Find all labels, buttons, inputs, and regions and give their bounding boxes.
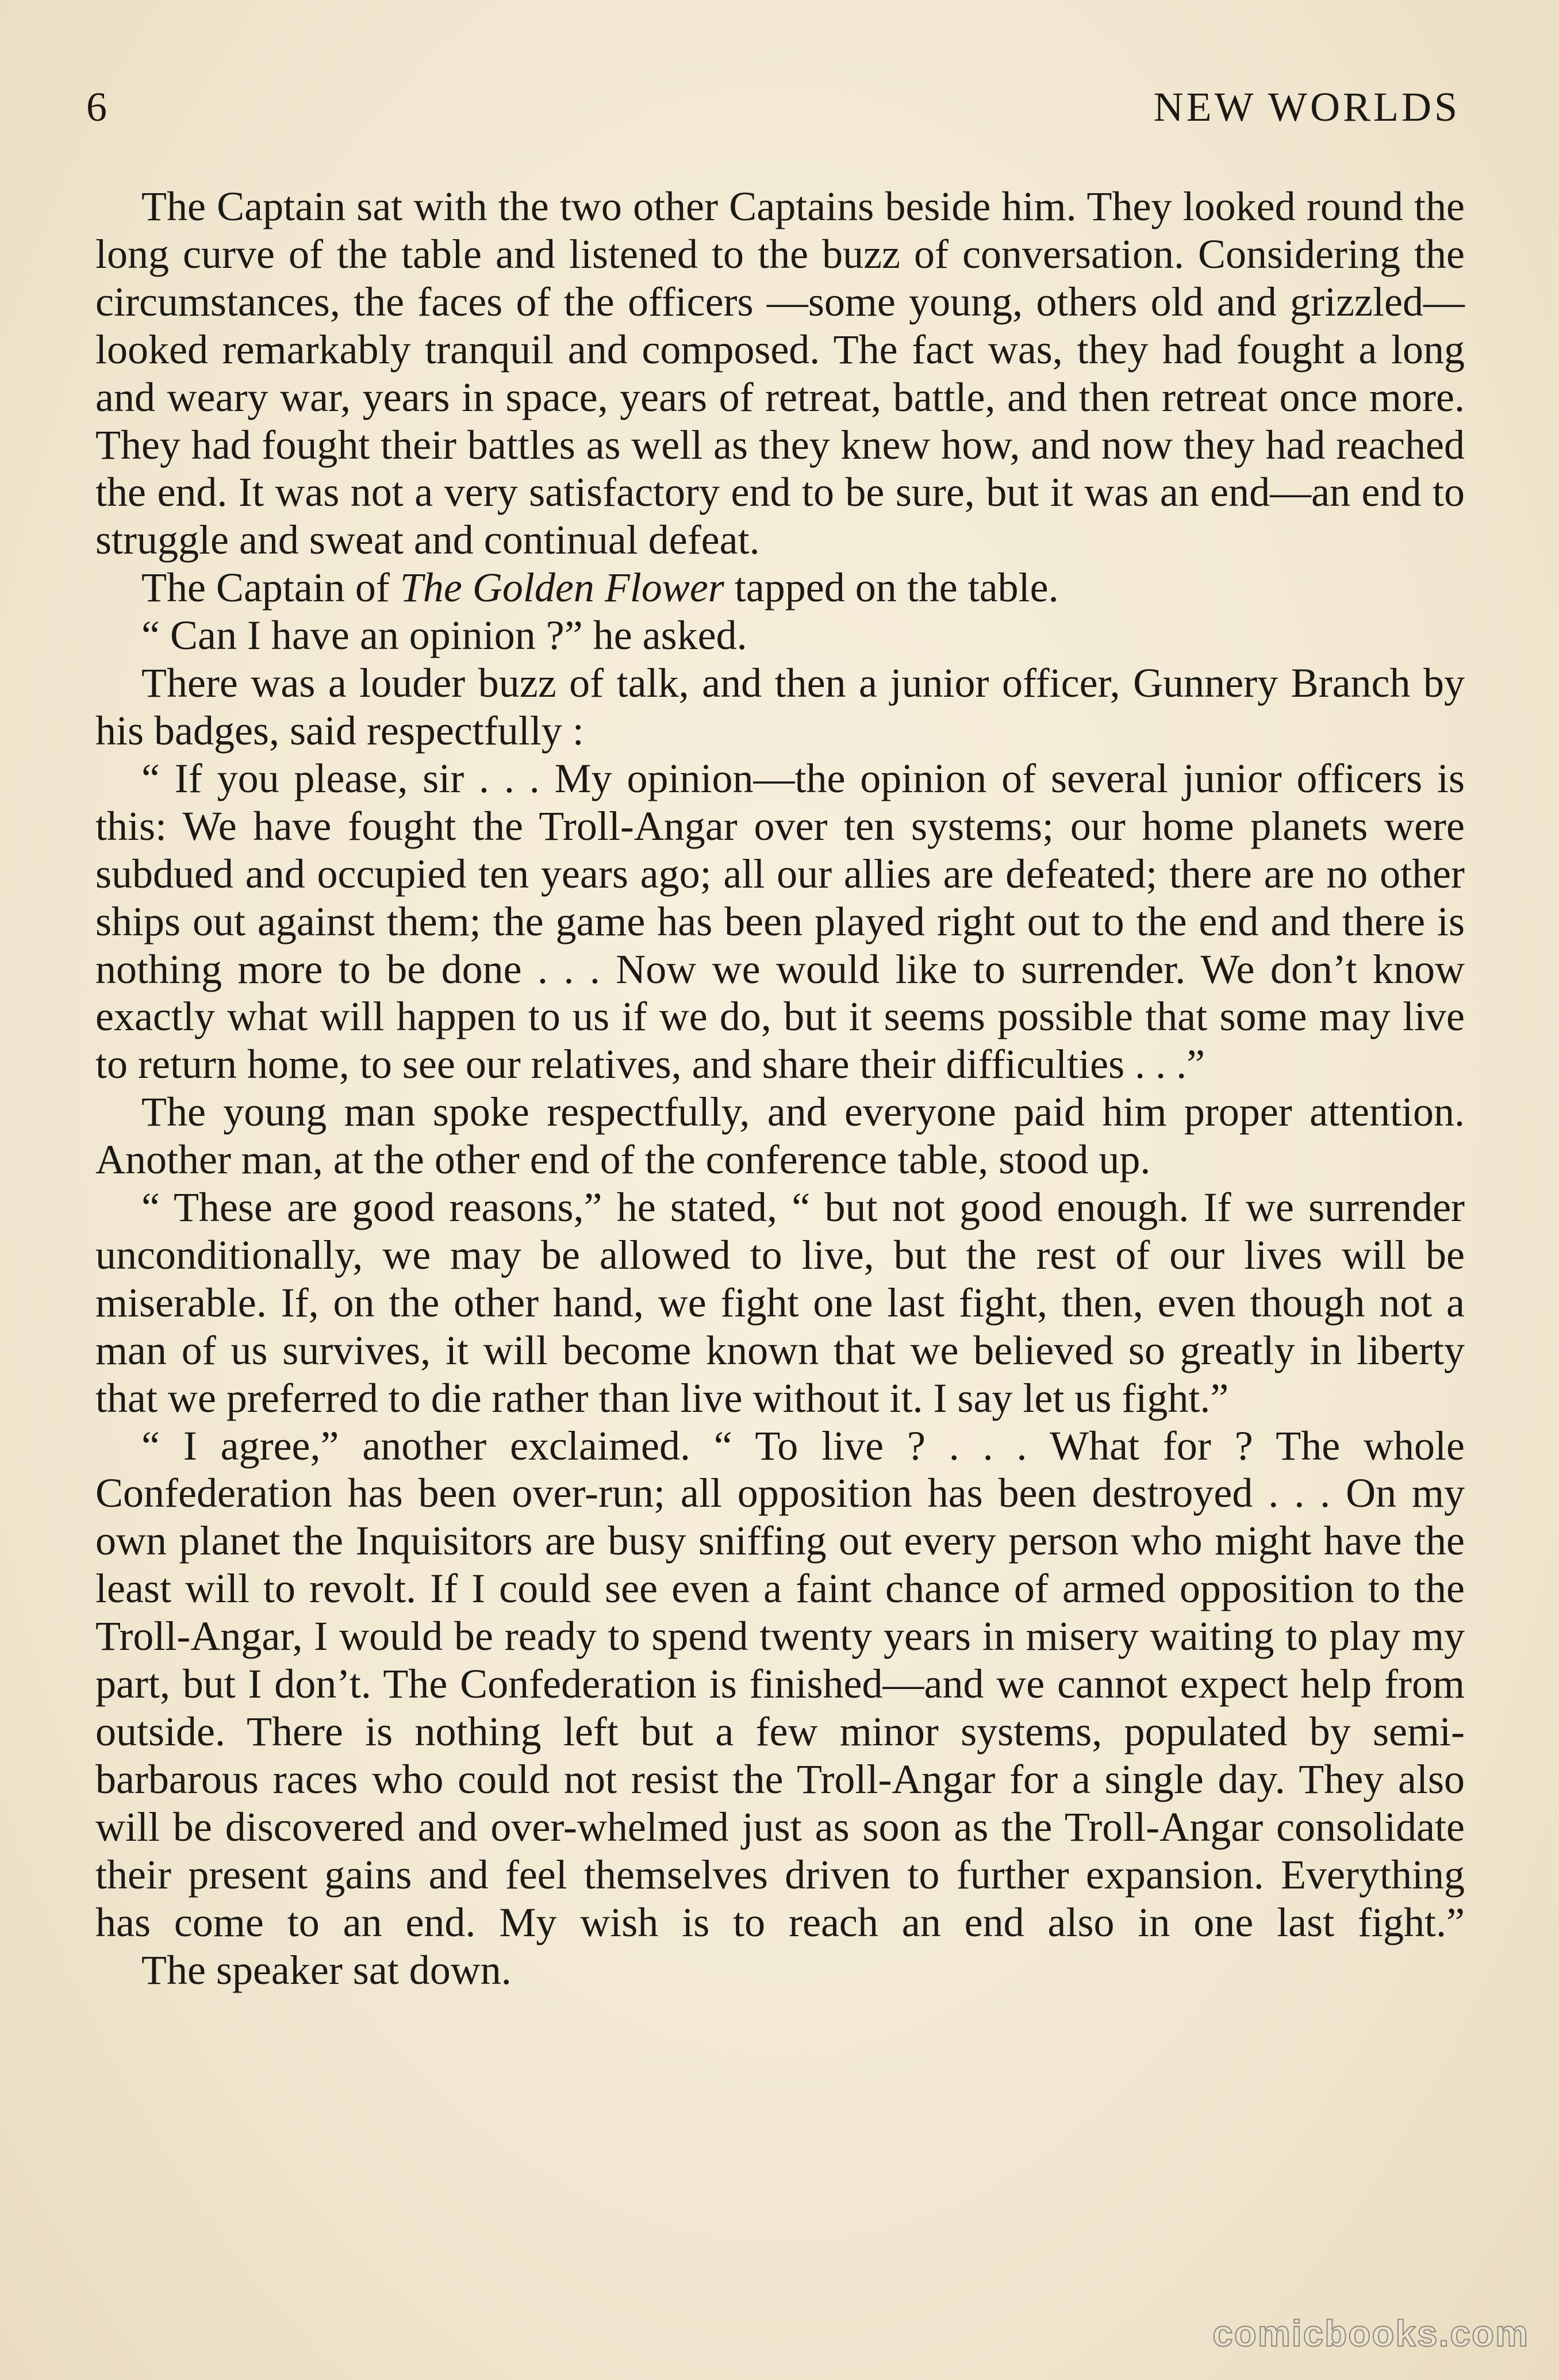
paragraph-young-man: The young man spoke respectfully, and everyone paid him proper attention. Another man, at the other end of the conference table, stood up. bbox=[95, 1089, 1465, 1183]
text-segment: tapped on the table. bbox=[724, 565, 1059, 611]
paragraph-opinion-question: “ Can I have an opinion ?” he asked. bbox=[141, 612, 747, 659]
ship-name: The Golden Flower bbox=[400, 565, 724, 611]
body-text bbox=[95, 183, 1465, 1994]
paragraph-captains-meeting: The Captain sat with the two other Captains beside him. They looked round the long curve of the table and listened to the buzz of conversation. Considering the circumstances, the faces of the officers —some young, others old and grizzled—looked remarkably tranquil and composed. The fact was, they had fought a long and weary war, years in space, years of retreat, battle, and then retreat once more. They had fought their battles as well as they knew how, and now they had reached the end. It was not a very satisfactory end to be sure, but it was an end—an end to struggle and sweat and continual defeat. bbox=[95, 183, 1465, 563]
running-head: NEW WORLDS bbox=[1153, 84, 1460, 130]
text-segment: The Captain of bbox=[141, 565, 400, 611]
paragraph-fight-speech: “ These are good reasons,” he stated, “ but not good enough. If we surrender unconditionally, we may be allowed to live, but the rest of our lives will be miserable. If, on the other hand, we fight one last fight, then, even though not a man of us survives, it will become known that we believed so greatly in liberty that we preferred to die rather than live without it. I say let us fight.” bbox=[95, 1184, 1465, 1421]
paragraph-junior-officer-intro: There was a louder buzz of talk, and then a junior officer, Gunnery Branch by his badges, said respectfully : bbox=[95, 660, 1465, 754]
paragraph-surrender-speech: “ If you please, sir . . . My opinion—the opinion of several junior officers is this: We have fought the Troll-Angar over ten systems; our home planets were subdued and occupied ten years ago; all our allies are defeated; there are no other ships out against them; the game has been played right out to the end and there is nothing more to be done . . . Now we would like to surrender. We don’t know exactly what will happen to us if we do, but it seems possible that some may live to return home, to see our relatives, and share their difficulties . . .” bbox=[95, 755, 1465, 1088]
watermark: comicbooks.com bbox=[1212, 2313, 1529, 2354]
page-number: 6 bbox=[86, 84, 107, 130]
paragraph-golden-flower bbox=[95, 564, 1465, 612]
paragraph-agree-speech: “ I agree,” another exclaimed. “ To live ? . . . What for ? The whole Confederation has been over-run; all opposition has been destroyed . . . On my own planet the Inquisitors are busy sniffing out every person who might have the least will to revolt. If I could see even a faint chance of armed opposition to the Troll-Angar, I would be ready to spend twenty years in misery waiting to play my part, but I don’t. The Confederation is finished—and we cannot expect help from outside. There is nothing left but a few minor systems, populated by semi-barbarous races who could not resist the Troll-Angar for a single day. They also will be discovered and over-whelmed just as soon as the Troll-Angar consolidate their present gains and feel themselves driven to further expansion. Everything has come to an end. My wish is to reach an end also in one last fight.” bbox=[95, 1422, 1465, 1945]
paragraph-speaker-sat: The speaker sat down. bbox=[141, 1947, 512, 1993]
